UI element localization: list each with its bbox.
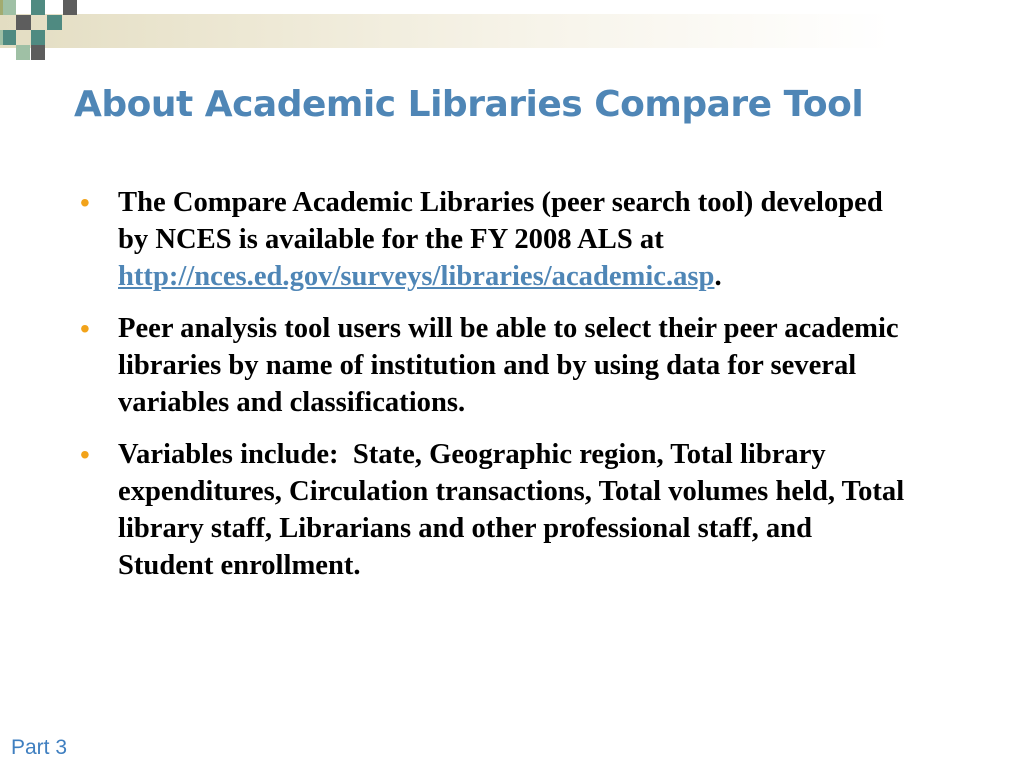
slide-title: About Academic Libraries Compare Tool xyxy=(74,84,864,125)
bullet-text: Variables include: State, Geographic region, Total library expenditures, Circulation transactions, Total volumes held, Total library staff, Librarians and other professional staff, and Student enrollment. xyxy=(118,439,905,581)
bullet-icon: • xyxy=(80,187,90,218)
decor-square xyxy=(3,0,16,15)
footer-part-label: Part 3 xyxy=(11,736,68,759)
decor-square xyxy=(3,30,16,45)
bullet-text: Peer analysis tool users will be able to select their peer academic libraries by name of institution and by using data for several variables and classifications. xyxy=(118,313,899,418)
bullet-text-trail: . xyxy=(714,261,722,292)
bullet-list xyxy=(80,184,910,599)
bullet-icon: • xyxy=(80,439,90,470)
decor-square xyxy=(31,45,45,60)
bullet-item xyxy=(80,310,910,421)
bullet-icon: • xyxy=(80,313,90,344)
nces-url-link[interactable]: http://nces.ed.gov/surveys/libraries/academic.asp xyxy=(118,261,715,292)
decor-square xyxy=(16,15,31,30)
decor-square xyxy=(63,0,77,15)
bullet-item xyxy=(80,184,910,295)
decor-square xyxy=(47,15,62,30)
bullet-text-lead: The Compare Academic Libraries (peer search tool) developed by NCES is available for the FY 2008 ALS at xyxy=(118,187,883,255)
decor-square xyxy=(16,45,30,60)
bullet-text xyxy=(118,184,910,295)
header-gradient-band xyxy=(0,14,990,48)
bullet-item xyxy=(80,436,910,584)
decor-square xyxy=(31,30,45,45)
decor-square xyxy=(31,0,45,15)
